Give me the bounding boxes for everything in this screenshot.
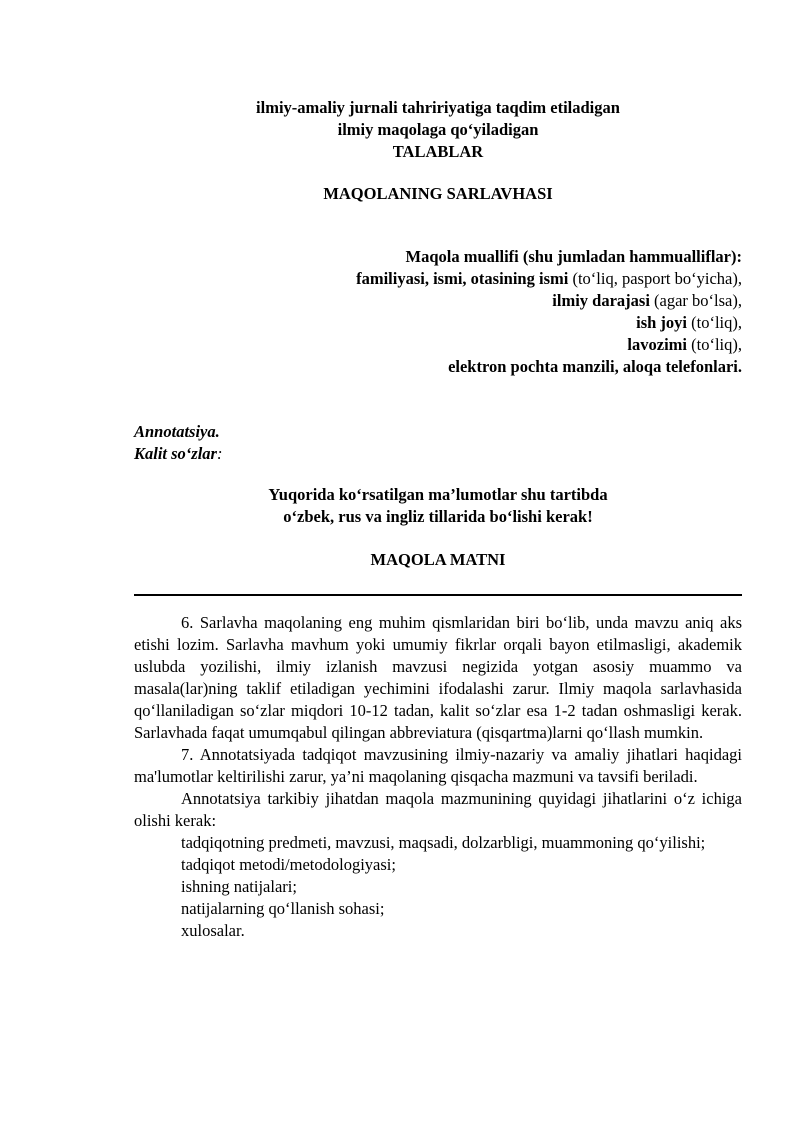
- notice-line-1: Yuqorida ko‘rsatilgan ma’lumotlar shu tartibda: [268, 485, 608, 504]
- article-body: [134, 612, 742, 942]
- journal-requirements-header: [134, 97, 742, 163]
- author-work-line: ish joyi (to‘liq),: [636, 313, 742, 332]
- article-title: MAQOLANING SARLAVHASI: [323, 184, 553, 203]
- header-line-2: ilmiy maqolaga qo‘yiladigan: [337, 120, 539, 139]
- annotation-block: [134, 421, 222, 465]
- notice-line-2: o‘zbek, rus va ingliz tillarida bo‘lishi kerak!: [283, 507, 593, 526]
- paragraph-annotation-structure: Annotatsiya tarkibiy jihatdan maqola mazmunining quyidagi jihatlarini o‘z ichiga olishi kerak:: [134, 789, 742, 830]
- annotation-label: Annotatsiya.: [134, 422, 220, 441]
- paragraph-7: 7. Annotatsiyada tadqiqot mavzusining ilmiy-nazariy va amaliy jihatlari haqidagi ma'lumotlar keltirilishi zarur, ya’ni maqolaning qisqacha mazmuni va tavsifi beriladi.: [134, 745, 742, 786]
- list-item: tadqiqotning predmeti, mavzusi, maqsadi, dolzarbligi, muammoning qo‘yilishi;: [181, 833, 706, 852]
- list-item: ishning natijalari;: [181, 877, 297, 896]
- keywords-line: Kalit so‘zlar:: [134, 444, 223, 463]
- list-item: natijalarning qo‘llanish sohasi;: [181, 899, 385, 918]
- author-position-line: lavozimi (to‘liq),: [627, 335, 742, 354]
- list-item: xulosalar.: [181, 921, 245, 940]
- author-contacts-line: elektron pochta manzili, aloqa telefonlari.: [448, 357, 742, 376]
- header-line-3: TALABLAR: [392, 142, 484, 161]
- author-degree-line: ilmiy darajasi (agar bo‘lsa),: [552, 291, 742, 310]
- list-item: tadqiqot metodi/metodologiyasi;: [181, 855, 396, 874]
- paragraph-6: 6. Sarlavha maqolaning eng muhim qismlaridan biri bo‘lib, unda mavzu aniq aks etishi lozim. Sarlavha mavhum yoki umumiy fikrlar orqali bayon etilmasligi, akademik uslubda yozilishi, ilmiy izlanish mavzusi negizida yotgan asosiy muammo va masala(lar)ning taklif etiladigan yechimini ifodalashi zarur. Ilmiy maqola sarlavhasida qo‘llaniladigan so‘zlar miqdori 10-12 tadan, kalit so‘zlar esa 1-2 tadan oshmasligi kerak. Sarlavhada faqat umumqabul qilingan abbreviatura (qisqartma)larni qo‘llash mumkin.: [134, 613, 742, 742]
- header-line-1: ilmiy-amaliy jurnali tahririyatiga taqdim etiladigan: [256, 98, 620, 117]
- author-name-line: familiyasi, ismi, otasining ismi (to‘liq, pasport bo‘yicha),: [356, 269, 742, 288]
- text-heading: MAQOLA MATNI: [370, 550, 506, 569]
- author-heading: Maqola muallifi (shu jumladan hammualliflar):: [405, 247, 742, 266]
- notice-block: [134, 484, 742, 528]
- author-block: [134, 246, 742, 378]
- horizontal-rule: [134, 594, 742, 596]
